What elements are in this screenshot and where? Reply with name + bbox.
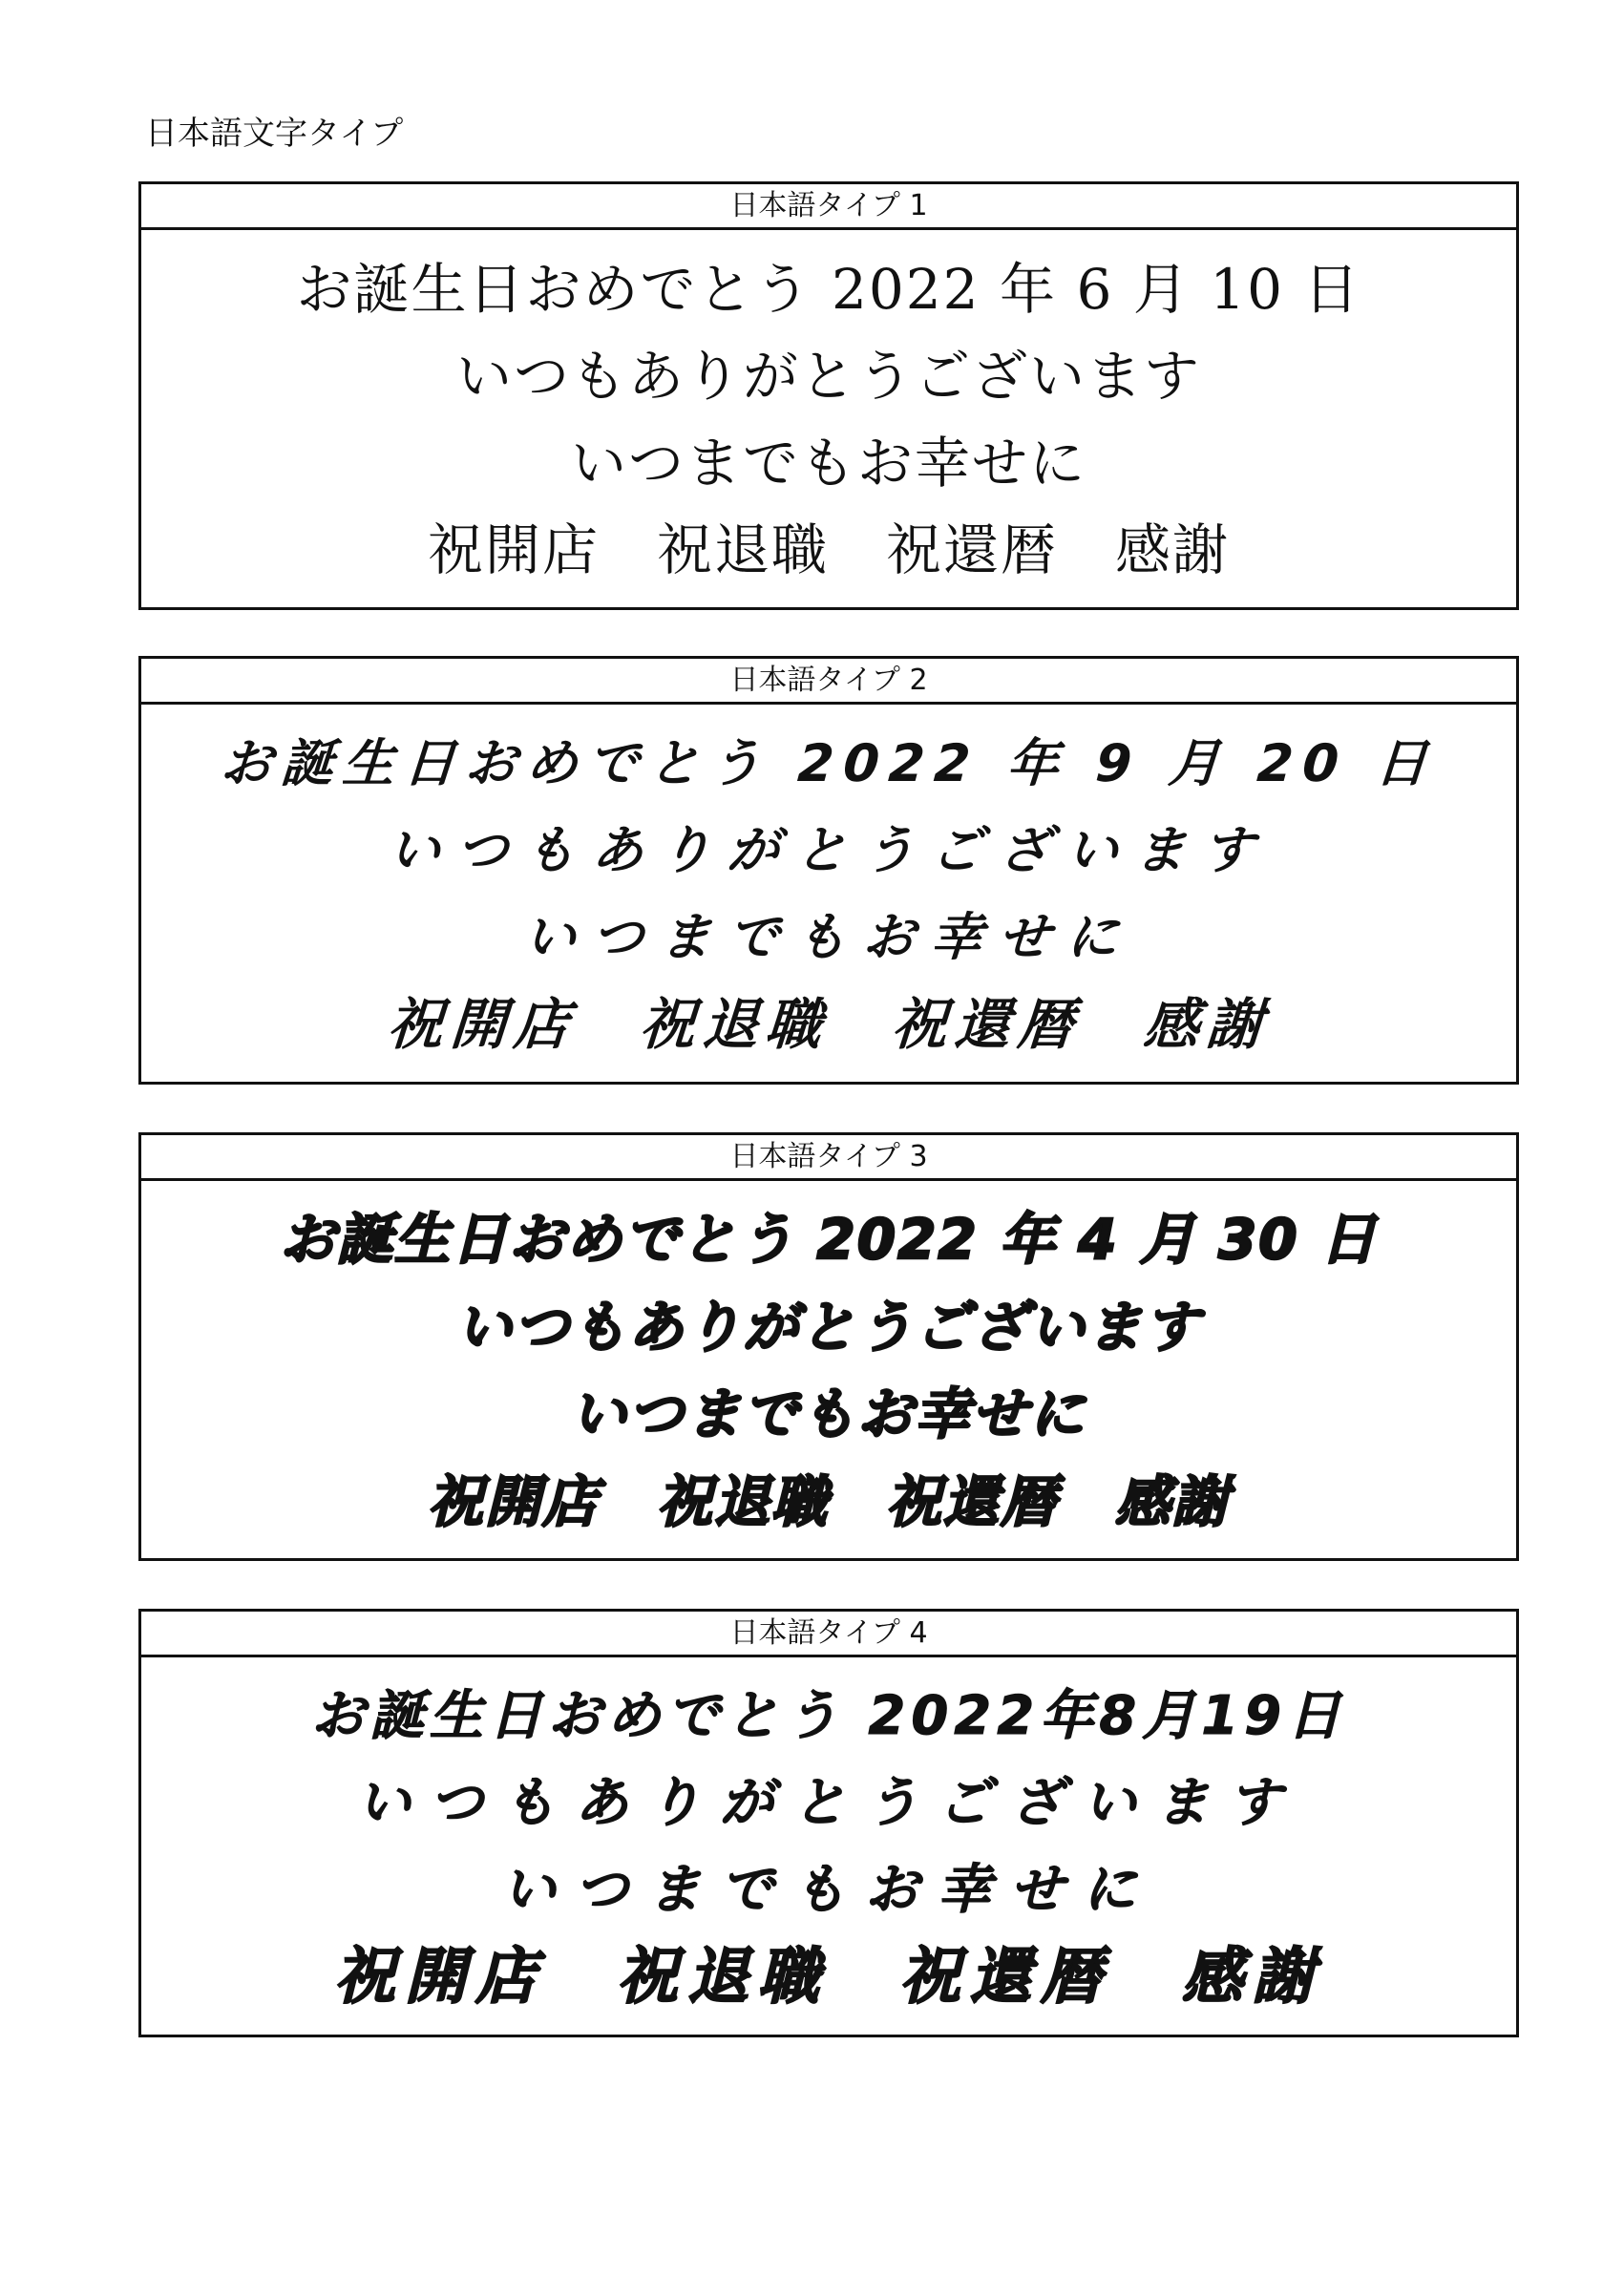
sample-line-celebrations: 祝開店 祝退職 祝還暦 感謝 bbox=[385, 992, 1273, 1057]
sample-header: 日本語タイプ 4 bbox=[141, 1612, 1516, 1657]
sample-line-thanks: いつもありがとうございます bbox=[357, 1772, 1300, 1834]
sample-body bbox=[141, 1657, 1516, 2035]
sample-line-happiness: いつまでもお幸せに bbox=[502, 1859, 1155, 1921]
sample-line-birthday: お誕生日おめでとう 2022 年 4 月 30 日 bbox=[280, 1207, 1378, 1273]
sample-line-thanks: いつもありがとうございます bbox=[455, 344, 1201, 409]
sample-body bbox=[141, 705, 1516, 1082]
sample-body bbox=[141, 230, 1516, 607]
sample-line-happiness: いつまでもお幸せに bbox=[570, 1382, 1086, 1447]
sample-body bbox=[141, 1181, 1516, 1558]
sample-line-happiness: いつまでもお幸せに bbox=[521, 907, 1136, 967]
font-sample-type-1 bbox=[138, 181, 1519, 610]
sample-line-thanks: いつもありがとうございます bbox=[386, 820, 1272, 880]
sample-header: 日本語タイプ 2 bbox=[141, 659, 1516, 705]
sample-line-celebrations: 祝開店 祝退職 祝還暦 感謝 bbox=[427, 1468, 1230, 1534]
sample-line-celebrations: 祝開店 祝退職 祝還暦 感謝 bbox=[334, 1942, 1323, 2013]
sample-line-birthday: お誕生日おめでとう 2022 年 9 月 20 日 bbox=[218, 733, 1440, 793]
sample-line-birthday: お誕生日おめでとう 2022 年 6 月 10 日 bbox=[296, 257, 1361, 322]
sample-line-happiness: いつまでもお幸せに bbox=[570, 431, 1086, 496]
sample-line-thanks: いつもありがとうございます bbox=[455, 1294, 1201, 1360]
sample-line-celebrations: 祝開店 祝退職 祝還暦 感謝 bbox=[427, 517, 1230, 582]
font-sample-type-3 bbox=[138, 1132, 1519, 1561]
font-sample-type-4 bbox=[138, 1609, 1519, 2037]
sample-header: 日本語タイプ 3 bbox=[141, 1135, 1516, 1181]
page-title: 日本語文字タイプ bbox=[145, 115, 404, 153]
sample-header: 日本語タイプ 1 bbox=[141, 184, 1516, 230]
font-sample-type-2 bbox=[138, 656, 1519, 1085]
sample-line-birthday: お誕生日おめでとう 2022年8月19日 bbox=[310, 1685, 1347, 1747]
